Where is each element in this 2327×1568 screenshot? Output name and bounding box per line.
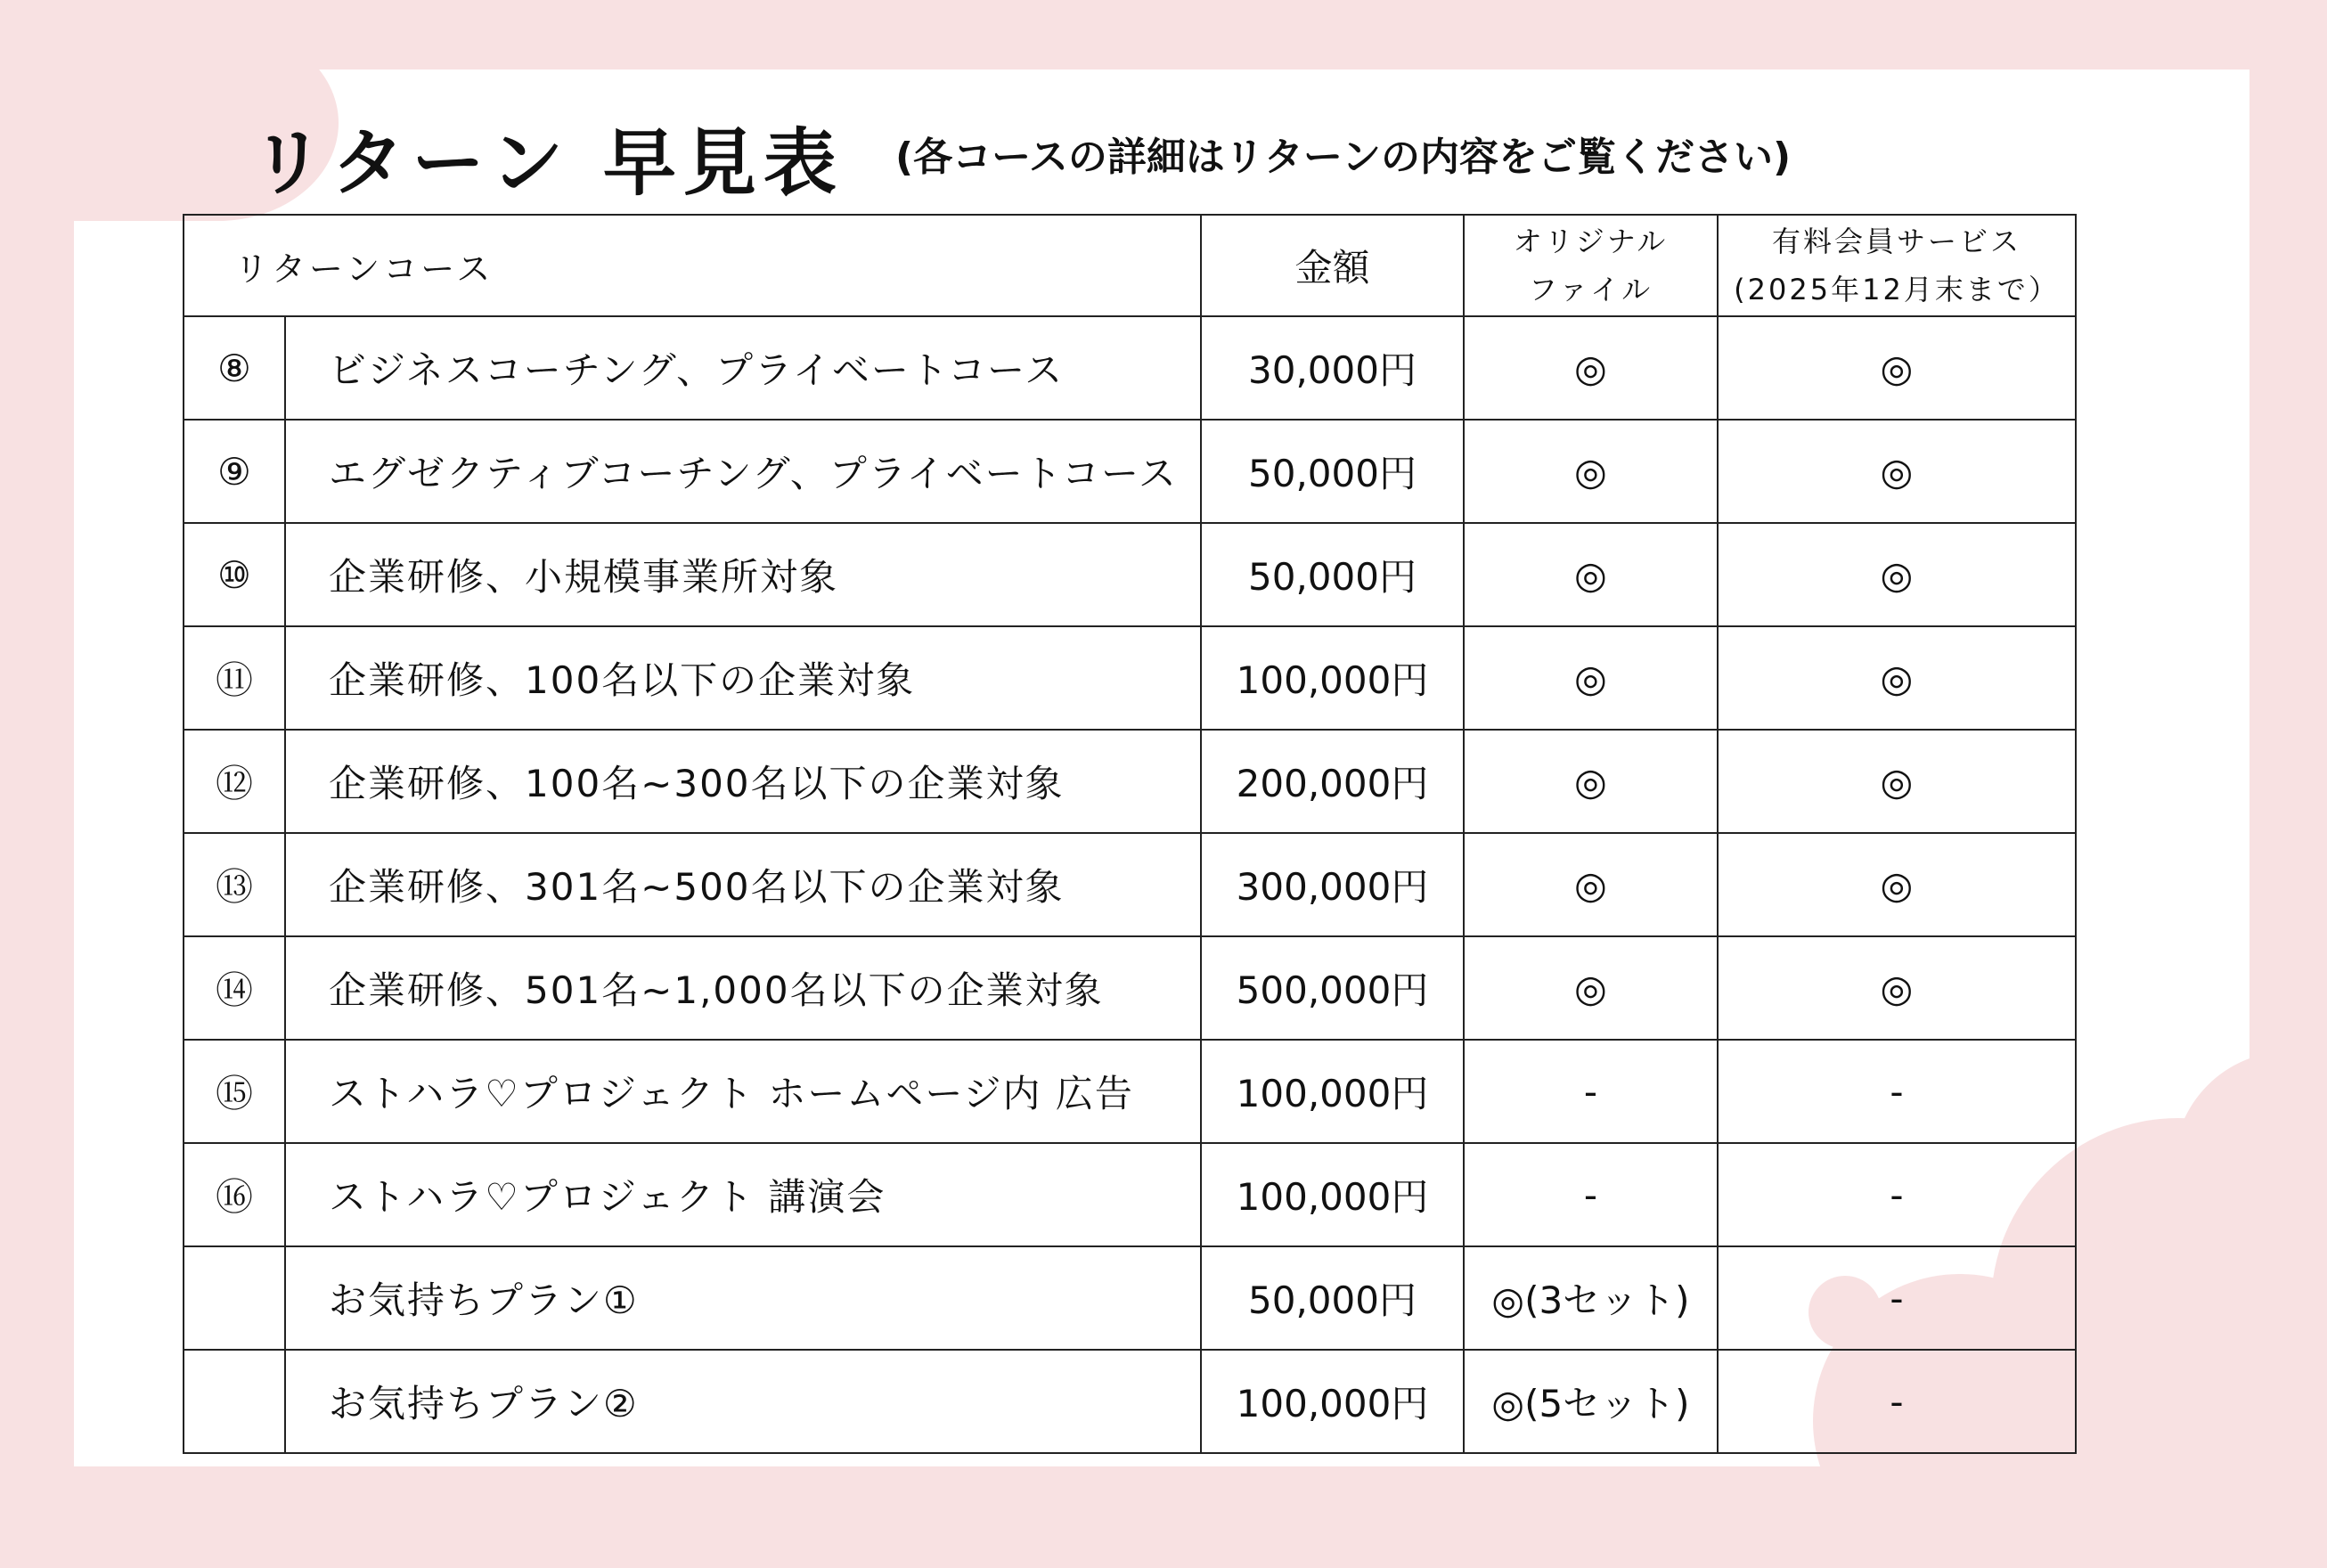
member-service-mark: - [1718, 1040, 2076, 1143]
member-service-mark: ◎ [1718, 833, 2076, 936]
header-member-service [1718, 215, 2076, 316]
row-number [184, 1246, 285, 1350]
header-original-line1: オリジナル [1513, 225, 1669, 258]
course-price: 100,000円 [1201, 1143, 1464, 1246]
original-file-mark: ◎ [1464, 833, 1718, 936]
row-number: ⑨ [184, 420, 285, 523]
original-file-mark: ◎(3セット) [1464, 1246, 1718, 1350]
table-body [184, 316, 2076, 1453]
table-row [184, 936, 2076, 1040]
table-header-row [184, 215, 2076, 316]
original-file-mark: ◎ [1464, 626, 1718, 730]
table-row [184, 1350, 2076, 1453]
member-service-mark: ◎ [1718, 420, 2076, 523]
member-service-mark: ◎ [1718, 730, 2076, 833]
table-row [184, 1143, 2076, 1246]
course-name: ストハラ♡プロジェクト 講演会 [285, 1143, 1201, 1246]
member-service-mark: - [1718, 1246, 2076, 1350]
original-file-mark: - [1464, 1143, 1718, 1246]
table-row [184, 1246, 2076, 1350]
course-price: 100,000円 [1201, 626, 1464, 730]
header-original-line2: ファイル [1528, 273, 1653, 306]
header-member-line2: (2025年12月末まで） [1734, 273, 2060, 306]
table-row [184, 523, 2076, 626]
course-name: 企業研修、501名~1,000名以下の企業対象 [285, 936, 1201, 1040]
header-price: 金額 [1201, 215, 1464, 316]
course-name: 企業研修、301名~500名以下の企業対象 [285, 833, 1201, 936]
row-number [184, 1350, 285, 1453]
member-service-mark: - [1718, 1350, 2076, 1453]
member-service-mark: ◎ [1718, 626, 2076, 730]
row-number: ⑬ [184, 833, 285, 936]
original-file-mark: ◎ [1464, 316, 1718, 420]
return-table [183, 214, 2077, 1454]
course-price: 50,000円 [1201, 523, 1464, 626]
original-file-mark: ◎ [1464, 936, 1718, 1040]
course-price: 50,000円 [1201, 420, 1464, 523]
member-service-mark: ◎ [1718, 936, 2076, 1040]
page-title: リターン 早見表 [251, 121, 844, 206]
header-original-file [1464, 215, 1718, 316]
row-number: ⑮ [184, 1040, 285, 1143]
header-course: リターンコース [184, 215, 1201, 316]
member-service-mark: - [1718, 1143, 2076, 1246]
member-service-mark: ◎ [1718, 316, 2076, 420]
row-number: ⑪ [184, 626, 285, 730]
course-name: 企業研修、100名~300名以下の企業対象 [285, 730, 1201, 833]
page-subtitle: (各コースの詳細はリターンの内容をご覧ください) [895, 135, 1792, 180]
original-file-mark: ◎ [1464, 523, 1718, 626]
header-member-line1: 有料会員サービス [1771, 225, 2021, 258]
table-row [184, 626, 2076, 730]
course-price: 200,000円 [1201, 730, 1464, 833]
course-name: ストハラ♡プロジェクト ホームページ内 広告 [285, 1040, 1201, 1143]
row-number: ⑯ [184, 1143, 285, 1246]
row-number: ⑧ [184, 316, 285, 420]
course-price: 50,000円 [1201, 1246, 1464, 1350]
course-name: お気持ちプラン② [285, 1350, 1201, 1453]
row-number: ⑫ [184, 730, 285, 833]
course-name: ビジネスコーチング、プライベートコース [285, 316, 1201, 420]
table-row [184, 1040, 2076, 1143]
row-number: ⑩ [184, 523, 285, 626]
original-file-mark: ◎(5セット) [1464, 1350, 1718, 1453]
table-row [184, 730, 2076, 833]
original-file-mark: - [1464, 1040, 1718, 1143]
member-service-mark: ◎ [1718, 523, 2076, 626]
course-name: エグゼクティブコーチング、プライベートコース [285, 420, 1201, 523]
table-row [184, 316, 2076, 420]
course-price: 100,000円 [1201, 1350, 1464, 1453]
row-number: ⑭ [184, 936, 285, 1040]
course-price: 30,000円 [1201, 316, 1464, 420]
table-row [184, 833, 2076, 936]
course-name: 企業研修、小規模事業所対象 [285, 523, 1201, 626]
course-price: 500,000円 [1201, 936, 1464, 1040]
course-price: 300,000円 [1201, 833, 1464, 936]
table-row [184, 420, 2076, 523]
course-name: お気持ちプラン① [285, 1246, 1201, 1350]
original-file-mark: ◎ [1464, 730, 1718, 833]
course-price: 100,000円 [1201, 1040, 1464, 1143]
course-name: 企業研修、100名以下の企業対象 [285, 626, 1201, 730]
original-file-mark: ◎ [1464, 420, 1718, 523]
